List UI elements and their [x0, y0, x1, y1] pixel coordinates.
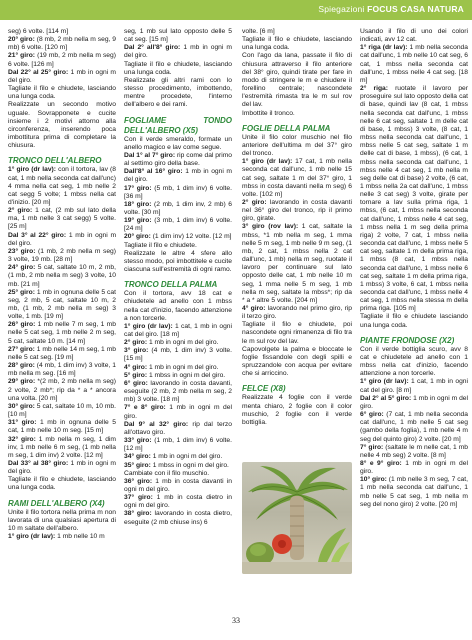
round-instruction	[8, 321, 116, 345]
round-instruction	[124, 44, 232, 60]
round-instruction	[8, 264, 116, 288]
round-label: Dal 1° al 7° giro:	[124, 151, 176, 159]
round-instruction	[124, 437, 232, 453]
round-label: 31° giro:	[8, 419, 37, 427]
round-instruction	[124, 404, 232, 420]
text-column-1	[8, 28, 116, 541]
round-text: 1 mb in ogni m del giro.	[150, 453, 223, 461]
round-label: 5° giro:	[124, 371, 148, 379]
round-text: 1 mb in ognuna delle 5 cat, 1 mb nelle 10 m seg. [15 m]	[8, 419, 116, 435]
header-section: Spiegazioni	[318, 4, 365, 14]
round-instruction	[124, 323, 232, 339]
header-title: FOCUS CASA NATURA	[367, 4, 464, 14]
round-instruction	[124, 152, 232, 168]
paragraph: Unite il filo color muschio nel filo anteriore dell'ultima m del 37° giro del tronco.	[242, 133, 352, 158]
section-heading: TRONCO DELLA PALMA	[124, 280, 218, 290]
round-label: 19° giro:	[124, 217, 152, 225]
round-label: Dal 9° al 32° giro:	[124, 420, 189, 428]
round-instruction	[8, 436, 116, 460]
round-text: *(2 mb, 2 mb nella m seg) 2 volte, 2 mb*; rip da * a * ancora una volta. [20 m]	[8, 378, 116, 402]
round-label: 4° giro:	[124, 363, 148, 371]
section-heading: PIANTE FRONDOSE (X2)	[360, 335, 455, 345]
round-text: 1 mbss in ogni m del giro.	[147, 371, 226, 379]
paragraph: Tagliate il filo e chiudete, lasciando una lunga coda.	[124, 60, 232, 76]
paragraph: seg, 1 mb sul lato opposto delle 5 cat seg. [15 m]	[124, 28, 232, 44]
round-label: 1° giro (dr lav):	[124, 322, 173, 330]
round-instruction	[8, 533, 116, 541]
round-label: 20° giro:	[124, 233, 151, 241]
paragraph: Con l'ago da lana, passate il filo di chiusura attraverso il filo anteriore del 38° giro, quindi tirate per fare in modo di stringere le m e chiudere il forellino centrale; nascondete l'estremità rimasta tra le m sul rov del lav.	[242, 52, 352, 109]
round-text: con il tortora, lav (8 cat, 1 mb nella seconda cat dall'unc) 4 mma nella cat seg, 1 mb nelle 2 cat segg 5 volte; 1 mbss nella cat d'inizio. [20 m]	[8, 166, 116, 206]
round-label: 6° giro:	[360, 411, 384, 419]
round-label: 32° giro:	[8, 435, 36, 443]
round-instruction	[242, 158, 352, 199]
round-instruction	[360, 476, 468, 509]
round-label: 2° giro:	[124, 339, 148, 347]
round-text: (1 mb, 1 dim inv) 6 volte. [12 m]	[124, 437, 232, 453]
round-label: Dall'8° al 16° giro:	[124, 168, 183, 176]
round-instruction	[8, 346, 116, 362]
paragraph: Con il tortora, avv 18 cat e chiudetele ad anello con 1 mbss nella cat d'inizio, facendo attenzione a non torcerle.	[124, 290, 232, 322]
round-label: 2° giro:	[8, 207, 33, 215]
round-text: 1 mb in ogni m del giro.	[147, 339, 219, 347]
paragraph: Tagliate il filo e chiudete, poi nascondete ogni rimanenza di filo tra le m sul rov del lav.	[242, 321, 352, 345]
round-label: Dal 33° al 38° giro:	[8, 459, 69, 467]
round-label: 29° giro:	[8, 378, 36, 386]
round-label: 1° giro (dr lav):	[360, 378, 409, 386]
paragraph: Con il verde smeraldo, formate un anello magico e lav come segue.	[124, 135, 232, 151]
paragraph: Tagliate il filo e chiudete.	[124, 241, 197, 249]
paragraph: volte. [6 m]	[242, 28, 275, 35]
round-instruction	[124, 494, 232, 510]
round-instruction	[124, 201, 232, 217]
page-number: 33	[232, 616, 240, 625]
round-text: (saltate le m nelle cat, 1 mb nelle 4 mb seg) 2 volte. [8 m]	[360, 443, 468, 459]
round-text: 1 mb in costa dietro in ogni m del giro.	[124, 494, 232, 510]
round-instruction	[124, 453, 232, 461]
round-instruction	[8, 378, 116, 402]
round-text: (19 mb, 2 mb nella m seg) 6 volte. [126 m]	[8, 52, 116, 68]
round-label: 8° e 9° giro:	[360, 459, 402, 467]
text-column-2	[124, 28, 232, 527]
round-label: 1° giro (dr lav):	[8, 533, 56, 541]
paragraph: Tagliate il filo e chiudete, lasciando una lunga coda.	[8, 476, 116, 492]
round-label: 35° giro:	[124, 461, 151, 469]
round-instruction	[124, 478, 232, 494]
round-text: 1 mb in ogni m del giro.	[8, 459, 117, 476]
round-label: 25° giro:	[8, 288, 35, 296]
round-text: 1 cat, 1 mb in ogni cat del giro. [18 m]	[124, 322, 232, 338]
paragraph: Tagliate il filo e chiudete, lasciando una lunga coda.	[242, 36, 352, 52]
round-instruction	[360, 395, 468, 411]
round-label: 4° giro:	[242, 305, 266, 312]
round-instruction	[124, 372, 232, 380]
round-instruction	[124, 217, 232, 233]
round-label: Dal 3° al 22° giro:	[8, 231, 67, 239]
round-label: 2° giro:	[242, 198, 267, 206]
running-header	[318, 4, 464, 14]
round-text: 1 mb in costa davanti in ogni m del giro.	[124, 477, 232, 493]
paragraph: Capovolgete la palma e bloccate le foglie fissandole con degli spilli e spruzzandole con acqua per evitare che si arriccino.	[242, 345, 352, 378]
paragraph: Cambiate con il filo muschio.	[124, 469, 210, 477]
round-instruction	[360, 444, 468, 460]
round-text: (5 mb, 1 dim inv) 6 volte. [36 m]	[124, 184, 232, 200]
round-label: 33° giro:	[124, 437, 152, 445]
round-label: 1° giro (dr lav):	[8, 166, 57, 174]
round-instruction	[360, 411, 468, 444]
palm-tree-photo	[242, 462, 352, 574]
paragraph: Tagliate il filo e chiudete lasciando una lunga coda.	[360, 313, 468, 329]
paragraph: seg) 6 volte. [114 m]	[8, 28, 69, 35]
round-label: 6° giro:	[124, 379, 148, 387]
round-instruction	[8, 232, 116, 248]
round-text: (1 dim inv) 12 volte. [12 m]	[150, 233, 232, 241]
round-text: 17 cat, 1 mb nella seconda cat dall'unc, 1 mb nelle 15 cat seg, saltate 1 m del 37° giro, 1 mbss in costa davanti nella m seg) 6 volte. [102 m]	[242, 158, 352, 198]
paragraph: Imbottite il tronco.	[242, 109, 295, 117]
round-text: 1 mb in ogni m del giro.	[360, 394, 468, 410]
round-label: 36° giro:	[124, 477, 153, 485]
round-label: 17° giro:	[124, 184, 152, 192]
round-instruction	[124, 462, 232, 470]
paragraph: Unite il filo tortora nella prima m non lavorata di una qualsiasi apertura di 10 m saltate dell'albero.	[8, 508, 116, 532]
round-instruction	[242, 199, 352, 223]
round-text: lavorando in costa dietro, eseguite (2 mb chiuse ins) 6	[124, 510, 232, 526]
round-text: 1 mb in ogni m del giro.	[147, 363, 219, 371]
crochet-palm-illustration	[242, 462, 352, 574]
round-instruction	[124, 347, 232, 363]
round-label: 7° e 8° giro:	[124, 404, 166, 412]
paragraph: Realizzate un secondo motivo uguale. Sovrapponete e cucite insieme i 2 motivi attorno alla circonferenza, inserendo poca imbottitura prima di completare la chiusura.	[8, 101, 116, 150]
round-instruction	[360, 378, 468, 394]
round-text: lavorando in costa davanti, eseguite (2 mb, 2 mb nella m seg, 2 mb) 3 volte. [18 m]	[124, 379, 233, 404]
round-label: 3° giro (rov lav):	[242, 223, 299, 231]
round-instruction	[242, 305, 352, 321]
round-label: 18° giro:	[124, 200, 152, 208]
round-label: 1° riga (dr lav):	[360, 44, 408, 52]
round-text: 5 cat, saltate 10 m, 2 mb, (1 mb, 2 mb nella m seg) 3 volte, 10 mb. [21 m]	[8, 264, 116, 288]
round-label: Dal 2° all'8° giro:	[124, 44, 181, 52]
round-label: 26° giro:	[8, 321, 36, 329]
round-text: rip come dal primo al settimo giro della base.	[124, 151, 232, 168]
round-text: (1 mb nelle 3 m seg, 7 cat, 1 mb nella seconda cat dall'unc, 1 mb nelle 5 cat seg, 1 mb nella m seg del nono giro) 2 volte. [20 m]	[360, 476, 468, 508]
round-text: (7 cat, 1 mb nella seconda cat dall'unc, 1 mb nelle 5 cat seg (gambo della foglia), 1 mb nelle 4 m seg del quinto giro) 2 volte. [20 m]	[360, 411, 468, 443]
round-instruction	[360, 85, 468, 313]
paragraph: Realizzate le altre 4 sfere allo stesso modo, poi imbottitele e cucite ciascuna sull'estremità di ogni ramo.	[124, 249, 232, 274]
paragraph: Con il verde bottiglia scuro, avv 8 cat e chiudetele ad anello con 1 mbss nella cat d'inizio, facendo attenzione a non torcerle.	[360, 345, 468, 378]
round-text: 1 mb in ogni m del giro.	[360, 459, 468, 476]
round-label: Dal 22° al 25° giro:	[8, 68, 69, 76]
round-label: 23° giro:	[8, 247, 36, 255]
header-band	[0, 0, 472, 20]
text-column-4	[360, 28, 468, 509]
round-text: 1 mb nella m seg, 1 dim inv, 1 mb nelle 6 m seg, (1 mb nella m seg, 1 dim inv) 2 volte. [12 m]	[8, 435, 116, 459]
round-text: 1 mb nella seconda cat dall'unc, 1 mb nelle 10 cat seg, 6 cat, 1 mbss nella seconda cat dall'unc, 1 mbss nelle 4 cat seg. [18 m]	[360, 44, 468, 84]
round-label: 7° giro:	[360, 443, 384, 451]
round-label: 27° giro:	[8, 345, 35, 353]
round-instruction	[124, 364, 232, 372]
round-text: ruotate il lavoro per proseguire sul lato opposto della cat di base, quindi lav (8 cat, 1 mbss nella seconda cat dall'unc, 1 mbss nelle 6 cat seg, saltate 1 m delle cat di base, 1 mbss) 3 volte, (8 cat, 1 mbss nella seconda cat dall'unc, 1 mbss nelle 5 cat seg, saltate 1 m delle cat di base, 1 mbss), (6 cat, 1 mbss nella seconda cat dall'unc, 1 mbss nelle 4 cat seg, 1 mb nella m seg delle cat di base) 2 volte, (6 cat, 1 mbss nella 2a cat dall'unc, 1 mbss nelle 3 cat seg) 3 volte, girate per tornare a lav sulla prima riga, 1 mbss, (6 cat, 1 mbss nella seconda cat dall'unc, 1 mbss nelle 4 cat seg, 1 mbss nella 1 m seg della prima riga) 2 volte, 7 cat, 1 mbss nella seconda cat dall'unc, 1 mbss nelle 5 cat seg, saltate 1 m della prima riga, 1 mbss (8 cat, 1 mbss nella seconda cat dall'unc, 1 mbss nelle 6 cat seg, saltate 1 m della prima riga, 1 mbss) 3 volte, 6 cat, 1 mbss nella seconda cat dall'unc, 1 mbss nelle 4 cat seg, 1 mbss nella stessa m della prima riga. [105 m]	[360, 85, 469, 313]
section-heading: RAMI DELL'ALBERO (X4)	[8, 498, 105, 508]
round-instruction	[124, 421, 232, 437]
round-instruction	[8, 460, 116, 476]
paragraph: Tagliate il filo e chiudete, lasciando una lunga coda.	[8, 85, 116, 101]
round-text: 1 mb in ogni m del giro.	[8, 68, 117, 84]
round-instruction	[8, 207, 116, 231]
round-instruction	[124, 168, 232, 184]
round-label: 20° giro:	[8, 36, 35, 44]
round-instruction	[360, 44, 468, 85]
round-instruction	[124, 185, 232, 201]
round-text: 1 cat, (2 mb sul lato della ma, 1 mb nelle 3 cat segg) 5 volte. [25 m]	[8, 207, 117, 231]
round-label: 34° giro:	[124, 453, 151, 461]
round-text: 1 mb nelle 14 m seg, 1 mb nelle 5 cat seg. [19 m]	[8, 345, 116, 361]
round-label: 21° giro:	[8, 52, 36, 60]
round-instruction	[8, 52, 116, 68]
round-text: 1 mb in ognuna delle 5 cat seg, 2 mb, 5 cat, saltate 10 m, 2 mb, (1 mb, 2 mb nella m seg) 3 volte, 1 mb. [19 m]	[8, 288, 116, 321]
round-label: 3° giro:	[124, 347, 149, 355]
round-instruction	[8, 403, 116, 419]
section-heading: FOGLIE DELLA PALMA	[242, 123, 331, 133]
round-text: 1 mb nelle 7 m seg, 1 mb nelle 5 cat seg, 1 mb nelle 2 m seg, 5 cat, saltate 10 m. [14 m]	[8, 321, 116, 345]
round-text: 1 cat, saltate la mbss, *1 mb nella m seg, 1 mma nelle 5 m seg, 1 mb nelle 9 m seg, (1 mb, 2 cat, 1 mbss nella 2 cat dall'unc, 1 mb) nella m seg, ruotate il lavoro per continuare sul lato opposto delle cat, 1 mb nelle 10 m seg, 1 mma nelle 5 m seg, 1 mb nella m seg, saltate la mbss*; rip da * a * altre 5 volte. [204 m]	[242, 223, 352, 304]
round-instruction	[360, 460, 468, 476]
round-text: lavorando in costa davanti nel 36° giro del tronco, rip il primo giro, girate.	[242, 198, 352, 223]
paragraph: Realizzate gli altri rami con lo stesso procedimento, imbottendo, mentre procedete, l'interno dell'albero e dei rami.	[124, 76, 232, 109]
round-text: (4 mb, 1 dim inv) 3 volte, 1 mb nella m seg. [16 m]	[8, 362, 116, 378]
round-text: (3 mb, 1 dim inv) 6 volte. [24 m]	[124, 217, 232, 233]
round-label: 10° giro:	[360, 476, 387, 484]
round-text: 1 mb in ogni m del giro.	[124, 404, 232, 420]
section-heading: TRONCO DELL'ALBERO	[8, 156, 102, 166]
round-instruction	[242, 223, 352, 305]
round-text: 1 cat, 1 mb in ogni cat del giro. [8 m]	[360, 378, 468, 394]
round-instruction	[8, 69, 116, 85]
round-label: Dal 2° al 5° giro:	[360, 394, 412, 402]
round-label: 1° giro (dr lav):	[242, 158, 293, 166]
section-heading: FELCE (X8)	[242, 384, 286, 394]
round-text: 1 mb nelle 10 m	[55, 533, 105, 541]
round-text: (4 mb, 1 dim inv) 3 volte. [15 m]	[124, 347, 233, 363]
round-instruction	[8, 362, 116, 378]
round-text: 1 mb in ogni m del giro.	[124, 44, 232, 60]
round-text: (2 mb, 1 dim inv, 2 mb) 6 volte. [30 m]	[124, 200, 232, 216]
paragraph: Usando il filo di uno dei colori indicati, avv 12 cat.	[360, 28, 468, 44]
round-text: (8 mb, 2 mb nella m seg, 9 mb) 6 volte. [120 m]	[8, 36, 116, 52]
round-text: rip dal terzo all'ottavo giro.	[124, 420, 232, 436]
round-instruction	[124, 510, 232, 526]
round-text: (1 mb, 2 mb nella m seg) 3 volte, 19 mb. [28 m]	[8, 247, 116, 264]
round-label: 2° riga:	[360, 85, 388, 93]
section-heading: FOGLIAME TONDO DELL'ALBERO (X5)	[124, 115, 232, 135]
round-instruction	[8, 289, 116, 322]
round-instruction	[8, 419, 116, 435]
round-text: lavorando nel primo giro, rip il terzo giro.	[242, 305, 353, 321]
paragraph: Realizzate 4 foglie con il verde menta chiaro, 2 foglie con il color muschio, 2 foglie con il verde bottiglia.	[242, 394, 352, 426]
round-instruction	[8, 36, 116, 52]
round-instruction	[8, 166, 116, 207]
round-text: 1 mbss in ogni m del giro.	[150, 461, 229, 469]
round-label: 30° giro:	[8, 402, 35, 410]
round-instruction	[124, 380, 232, 404]
round-label: 37° giro:	[124, 494, 153, 502]
round-instruction	[8, 248, 116, 264]
round-text: 5 cat, saltate 10 m, 10 mb. [10 m]	[8, 402, 116, 419]
round-label: 38° giro:	[124, 510, 152, 518]
round-text: 1 mb in ogni m del giro.	[8, 231, 117, 247]
round-instruction	[124, 233, 232, 241]
round-label: 28° giro:	[8, 362, 35, 370]
text-column-3	[242, 28, 352, 427]
round-text: 1 mb in ogni m del giro.	[124, 168, 233, 184]
round-label: 24° giro:	[8, 264, 36, 272]
